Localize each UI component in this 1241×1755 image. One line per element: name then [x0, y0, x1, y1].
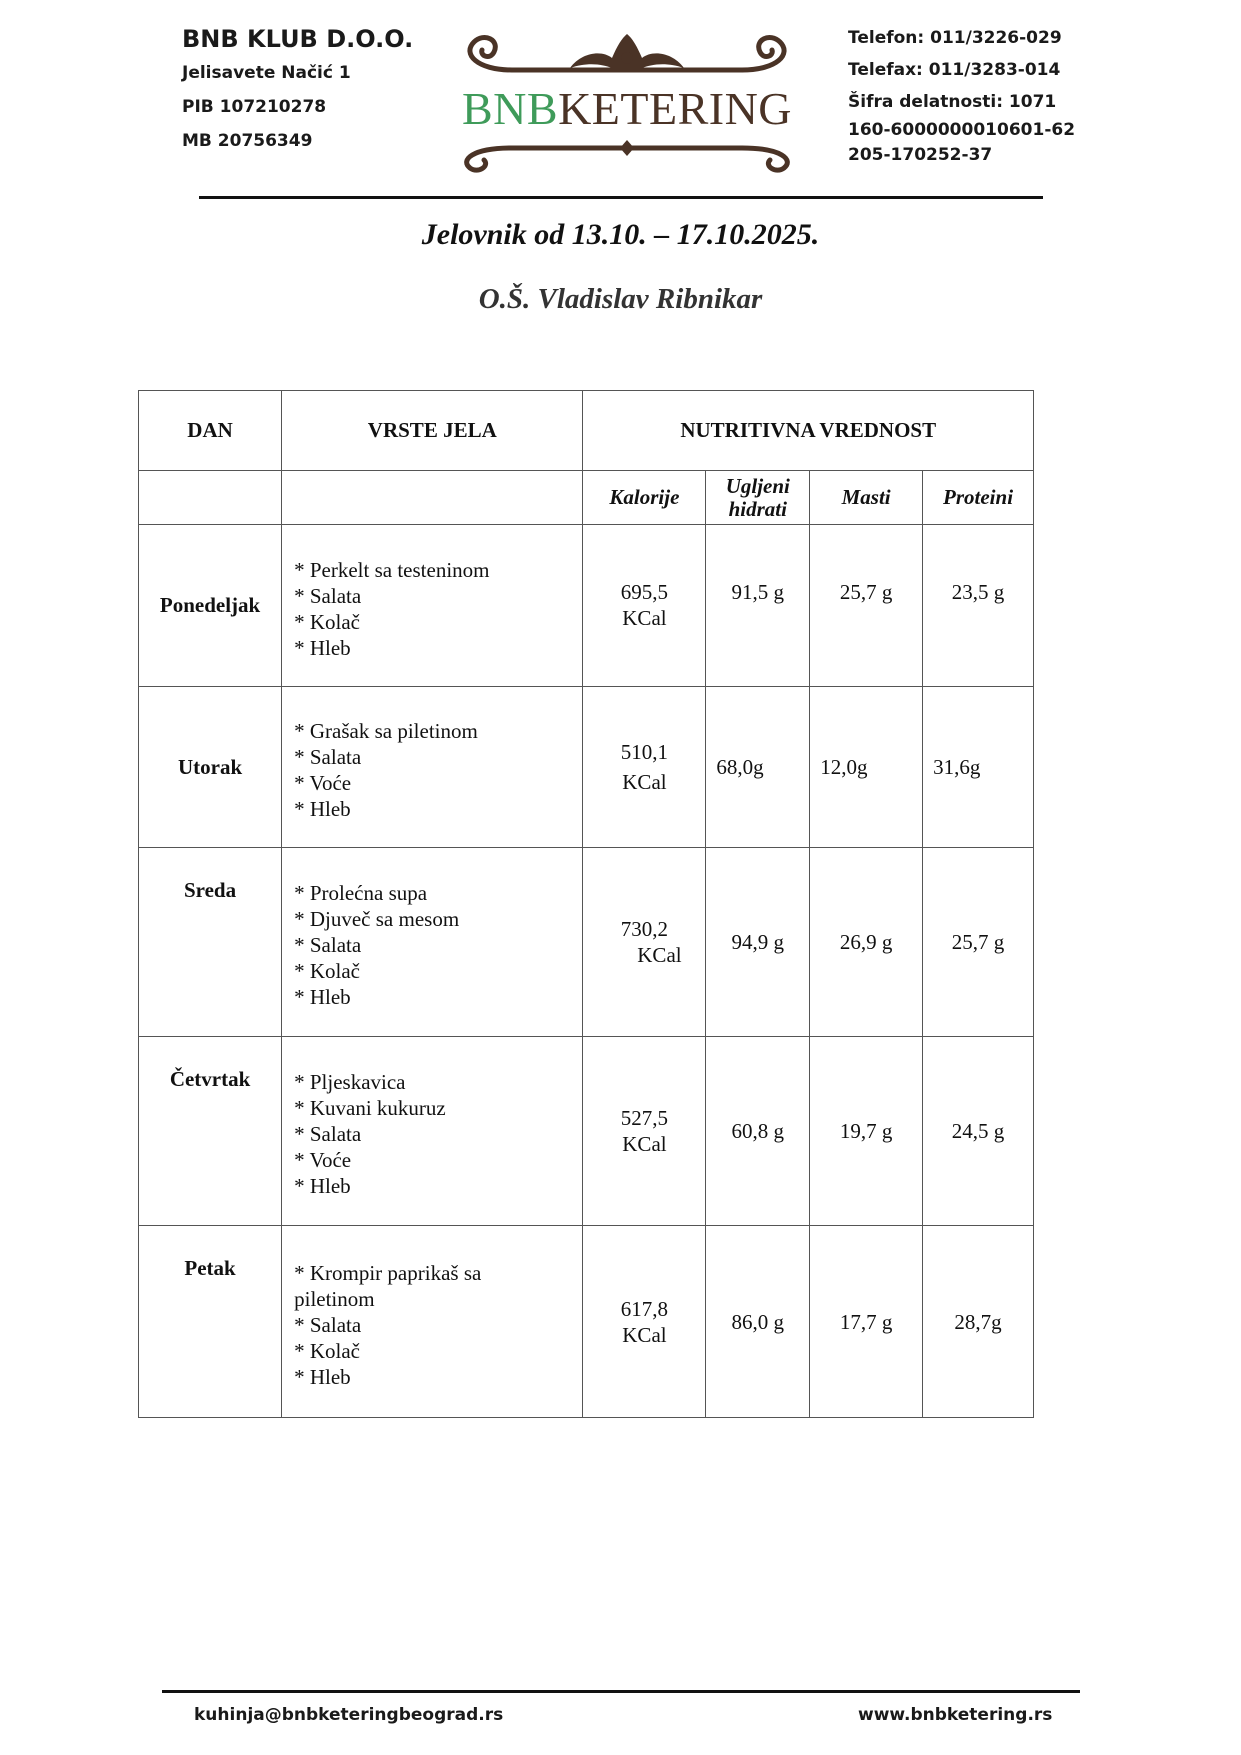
subheader-carbs-line1: Ugljeni — [725, 473, 790, 498]
day-petak: Petak — [139, 1226, 282, 1418]
footer-email: kuhinja@bnbketeringbeograd.rs — [194, 1705, 504, 1725]
subheader-fat: Masti — [810, 471, 923, 525]
calories-value: 510,1 — [620, 740, 669, 764]
table-subheader-row — [139, 471, 1034, 525]
dish-item: * Hleb — [294, 635, 351, 660]
school-name: O.Š. Vladislav Ribnikar — [478, 283, 763, 315]
footer-website: www.bnbketering.rs — [858, 1705, 1053, 1725]
activity-code: Šifra delatnosti: 1071 — [848, 92, 1057, 112]
dish-list — [282, 525, 583, 687]
table-header-row — [139, 391, 1034, 471]
dish-list — [282, 848, 583, 1037]
dish-item: * Prolećna supa — [294, 881, 428, 905]
contact-info — [848, 22, 1075, 168]
calories-cell — [583, 525, 706, 687]
dish-item: * Krompir paprikaš sa — [294, 1260, 482, 1285]
calories-value: 695,5 — [620, 580, 669, 604]
logo-ketering: KETERING — [558, 83, 793, 134]
carbs-cell: 86,0 g — [706, 1226, 810, 1418]
calories-unit: KCal — [622, 606, 667, 630]
company-mb: MB 20756349 — [182, 131, 313, 151]
calories-unit: KCal — [622, 1322, 667, 1347]
subheader-empty-day — [139, 471, 282, 525]
calories-value: 527,5 — [620, 1106, 669, 1130]
fat-cell: 17,7 g — [810, 1226, 923, 1418]
header-day: DAN — [139, 391, 282, 471]
company-info — [182, 22, 413, 158]
carbs-cell: 68,0g — [706, 687, 810, 848]
dish-item: * Salata — [294, 745, 362, 769]
day-cetvrtak: Četvrtak — [139, 1037, 282, 1226]
calories-cell — [583, 848, 706, 1037]
header-divider — [199, 196, 1043, 199]
dish-item: * Kuvani kukuruz — [294, 1096, 446, 1120]
subheader-empty-dishes — [282, 471, 583, 525]
protein-cell: 23,5 g — [923, 525, 1034, 687]
calories-unit: KCal — [637, 943, 682, 967]
phone: Telefon: 011/3226-029 — [848, 28, 1062, 48]
calories-unit: KCal — [622, 770, 667, 794]
protein-cell: 28,7g — [923, 1226, 1034, 1418]
logo-text — [452, 82, 802, 135]
header-nutrition: NUTRITIVNA VREDNOST — [583, 391, 1034, 471]
dish-list — [282, 1226, 583, 1418]
dish-item: piletinom — [294, 1286, 375, 1311]
subheader-protein: Proteini — [923, 471, 1034, 525]
protein-cell: 25,7 g — [923, 848, 1034, 1037]
fat-cell: 12,0g — [810, 687, 923, 848]
dish-list — [282, 687, 583, 848]
day-sreda: Sreda — [139, 848, 282, 1037]
dish-item: * Salata — [294, 1312, 362, 1337]
bnb-ketering-logo — [452, 24, 802, 174]
subheader-carbs — [706, 471, 810, 525]
protein-cell: 31,6g — [923, 687, 1034, 848]
calories-cell — [583, 1037, 706, 1226]
day-utorak: Utorak — [139, 687, 282, 848]
dish-item: * Hleb — [294, 985, 351, 1009]
protein-cell: 24,5 g — [923, 1037, 1034, 1226]
dish-item: * Perkelt sa testeninom — [294, 557, 490, 582]
bank-account-2: 205-170252-37 — [848, 145, 993, 165]
table-row — [139, 525, 1034, 687]
fax: Telefax: 011/3283-014 — [848, 60, 1061, 80]
header-dishes: VRSTE JELA — [282, 391, 583, 471]
subheader-calories: Kalorije — [583, 471, 706, 525]
footer-divider — [162, 1690, 1080, 1693]
company-pib: PIB 107210278 — [182, 97, 327, 117]
calories-unit: KCal — [622, 1132, 667, 1156]
dish-item: * Grašak sa piletinom — [294, 719, 478, 743]
dish-item: * Voće — [294, 771, 352, 795]
company-name: BNB KLUB D.O.O. — [182, 25, 414, 53]
table-row — [139, 1037, 1034, 1226]
carbs-cell: 60,8 g — [706, 1037, 810, 1226]
dish-item: * Kolač — [294, 1338, 361, 1363]
dish-item: * Pljeskavica — [294, 1070, 406, 1094]
logo-bnb: BNB — [461, 83, 559, 134]
dish-item: * Kolač — [294, 959, 361, 983]
dish-item: * Kolač — [294, 609, 361, 634]
dish-item: * Salata — [294, 583, 362, 608]
dish-item: * Djuveč sa mesom — [294, 907, 460, 931]
table-row — [139, 848, 1034, 1037]
subheader-carbs-line2: hidrati — [728, 496, 787, 521]
menu-title: Jelovnik od 13.10. – 17.10.2025. — [421, 218, 820, 251]
table-row — [139, 687, 1034, 848]
carbs-cell: 91,5 g — [706, 525, 810, 687]
dish-item: * Hleb — [294, 797, 351, 821]
carbs-cell: 94,9 g — [706, 848, 810, 1037]
day-ponedeljak: Ponedeljak — [139, 525, 282, 687]
dish-item: * Salata — [294, 1122, 362, 1146]
calories-value: 617,8 — [620, 1296, 669, 1321]
company-address: Jelisavete Načić 1 — [182, 63, 351, 83]
calories-value: 730,2 — [620, 917, 669, 941]
dish-item: * Hleb — [294, 1364, 351, 1389]
calories-cell — [583, 687, 706, 848]
dish-item: * Salata — [294, 933, 362, 957]
dish-item: * Voće — [294, 1148, 352, 1172]
table-row — [139, 1226, 1034, 1418]
fat-cell: 26,9 g — [810, 848, 923, 1037]
fat-cell: 19,7 g — [810, 1037, 923, 1226]
dish-item: * Hleb — [294, 1174, 351, 1198]
dish-list — [282, 1037, 583, 1226]
calories-cell — [583, 1226, 706, 1418]
bank-account-1: 160-6000000010601-62 — [848, 120, 1076, 140]
menu-table — [138, 390, 1034, 1418]
fat-cell: 25,7 g — [810, 525, 923, 687]
